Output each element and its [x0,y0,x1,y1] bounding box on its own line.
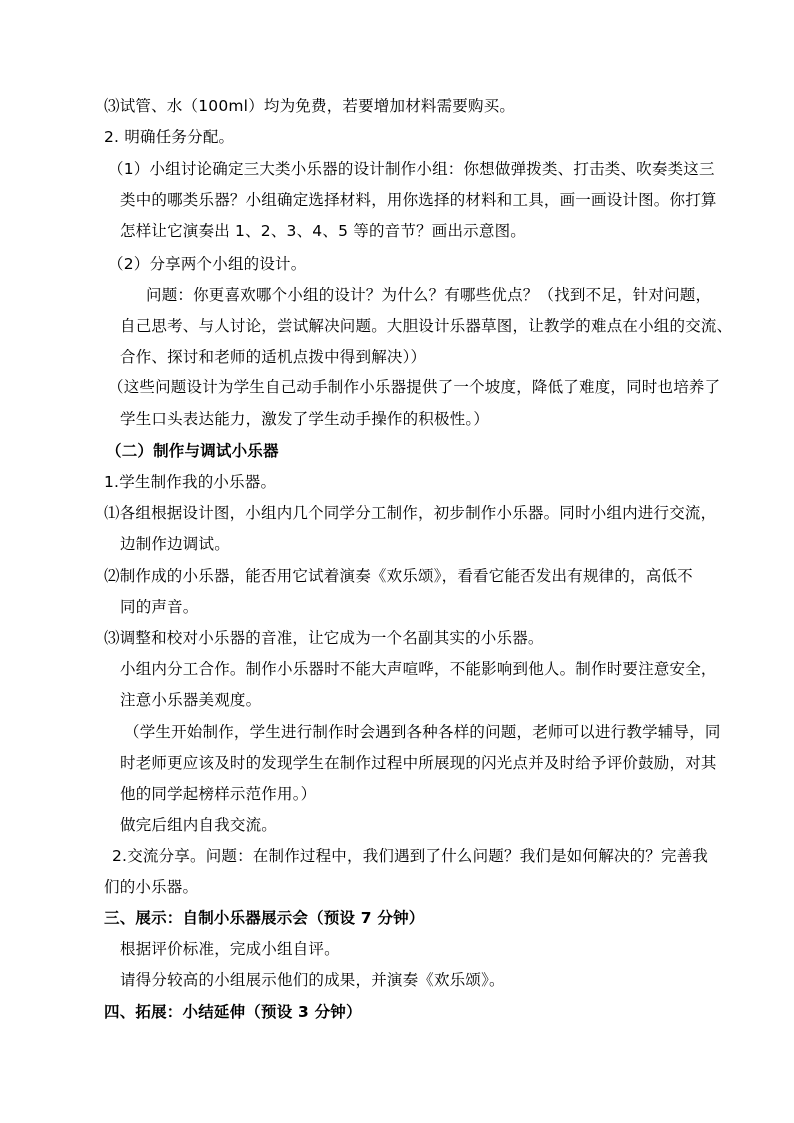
text-line: 合作、探讨和老师的适机点拨中得到解决）） [120,348,427,366]
text-line: 做完后组内自我交流。 [120,816,278,834]
section-heading: 四、拓展：小结延伸（预设 3 分钟） [104,1003,362,1021]
text-line: 请得分较高的小组展示他们的成果，并演奏《欢乐颂》。 [120,971,505,989]
text-line: 怎样让它演奏出 1、2、3、4、5 等的音节？画出示意图。 [120,222,526,240]
text-line: 学生口头表达能力，激发了学生动手操作的积极性。） [120,410,490,428]
text-line: 根据评价标准，完成小组自评。 [120,940,340,958]
text-line: （这些问题设计为学生自己动手制作小乐器提供了一个坡度，降低了难度，同时也培养了 [108,378,721,396]
text-line: 注意小乐器美观度。 [120,691,262,709]
text-line: ⑶试管、水（100ml）均为免费，若要增加材料需要购买。 [104,97,516,115]
text-line: 他的同学起榜样示范作用。） [120,785,317,803]
section-heading: （二）制作与调试小乐器 [106,442,279,460]
text-line: 自己思考、与人讨论，尝试解决问题。大胆设计乐器草图，让教学的难点在小组的交流、 [120,317,733,335]
section-heading: 三、展示：自制小乐器展示会（预设 7 分钟） [104,909,425,927]
text-line: 时老师更应该及时的发现学生在制作过程中所展现的闪光点并及时给予评价鼓励，对其 [120,754,717,772]
text-line: 1.学生制作我的小乐器。 [104,473,277,491]
text-line: ⑶调整和校对小乐器的音准，让它成为一个名副其实的小乐器。 [104,629,544,647]
text-line: ⑴各组根据设计图，小组内几个同学分工制作，初步制作小乐器。同时小组内进行交流， [104,504,717,522]
text-line: ⑵制作成的小乐器，能否用它试着演奏《欢乐颂》，看看它能否发出有规律的，高低不 [104,567,693,585]
text-line: 们的小乐器。 [104,878,199,896]
text-line: 2. 明确任务分配。 [104,128,235,146]
text-line: 2.交流分享。问题：在制作过程中，我们遇到了什么问题？我们是如何解决的？完善我 [112,847,709,865]
text-line: 同的声音。 [120,598,199,616]
text-line: 问题：你更喜欢哪个小组的设计？为什么？有哪些优点？（找到不足，针对问题， [146,286,712,304]
text-line: 边制作边调试。 [120,535,230,553]
text-line: 类中的哪类乐器？小组确定选择材料，用你选择的材料和工具，画一画设计图。你打算 [120,191,717,209]
text-line: （学生开始制作，学生进行制作时会遇到各种各样的问题，老师可以进行教学辅导，同 [124,723,721,741]
text-line: （2）分享两个小组的设计。 [108,255,307,273]
text-line: （1）小组讨论确定三大类小乐器的设计制作小组：你想做弹拨类、打击类、吹奏类这三 [108,160,715,178]
text-line: 小组内分工合作。制作小乐器时不能大声喧哗，不能影响到他人。制作时要注意安全， [120,660,717,678]
